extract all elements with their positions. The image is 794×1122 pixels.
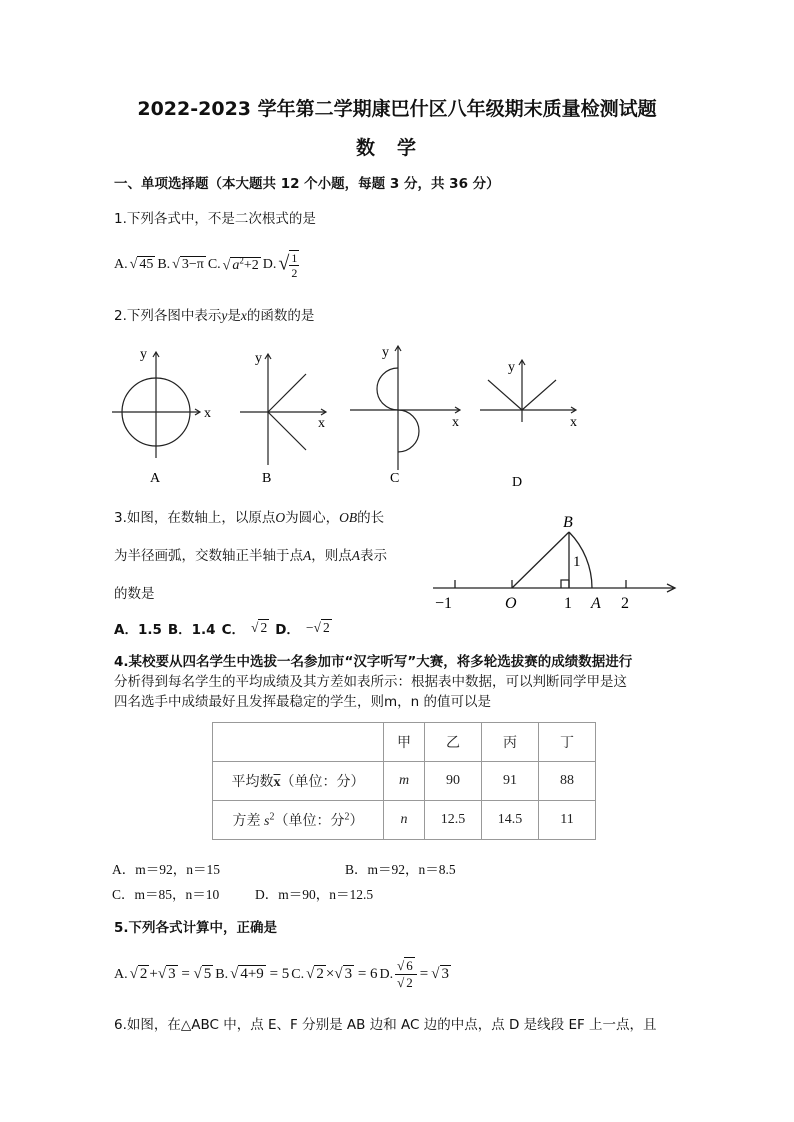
q3-figure xyxy=(425,510,685,615)
table-cell: 91 xyxy=(482,762,539,801)
graph-c-y-label: y xyxy=(382,345,389,360)
q1-label-c: C. xyxy=(207,257,221,272)
table-cell: n xyxy=(384,801,425,840)
graph-a-y-label: y xyxy=(140,347,147,362)
table-cell: 平均数$\overline{x}$（单位：分） xyxy=(213,762,384,801)
q6-stem: 6.如图，在△ABC 中，点 E、F 分别是 AB 边和 AC 边的中点，点 D 是线段 EF 上一点，且 xyxy=(114,1017,657,1033)
q5-option-a: √ 2 +√ 3 = √ 5 xyxy=(129,966,212,982)
q5-options xyxy=(114,958,451,991)
graph-b-label: B xyxy=(262,471,272,486)
table-row xyxy=(213,801,596,840)
q5-label-d: D. xyxy=(379,966,394,982)
q4-line1: 4.某校要从四名学生中选拔一名参加市“汉字听写”大赛，将多轮选拔赛的成绩数据进行 xyxy=(114,654,633,670)
q5-label-a: A. xyxy=(114,966,128,982)
table-cell: 90 xyxy=(425,762,482,801)
fig-tick-1: 1 xyxy=(564,595,572,612)
q3-line2: 为半径画弧，交数轴正半轴于点A，则点A表示 xyxy=(114,548,387,564)
q4-line2: 分析得到每名学生的平均成绩及其方差如表所示：根据表中数据，可以判断同学甲是这 xyxy=(114,674,627,690)
q5-option-b: √ 4+9 = 5 xyxy=(230,966,290,982)
section-heading: 一、单项选择题（本大题共 12 个小题，每题 3 分，共 36 分） xyxy=(114,176,500,192)
fig-tick-o: O xyxy=(505,595,517,612)
q3-option-d-radical: −√ 2 xyxy=(305,620,330,635)
table-cell: m xyxy=(384,762,425,801)
page-title: 2022-2023 学年第二学期康巴什区八年级期末质量检测试题 xyxy=(137,98,657,120)
q1-option-b-radical: √ 3−π xyxy=(172,257,204,272)
q3-option-c-label: C． xyxy=(221,622,246,638)
q5-label-b: B. xyxy=(215,966,229,982)
q5-option-d: $\frac{√ 6}{√ 2}$ = √ 3 xyxy=(397,958,449,990)
q2-stem: 2.下列各图中表示y是x的函数的是 xyxy=(114,308,315,324)
q1-label-d: D. xyxy=(262,257,277,272)
fig-tick-2: 2 xyxy=(621,595,629,612)
q3-line1: 3.如图，在数轴上，以原点O为圆心，OB的长 xyxy=(114,510,385,526)
table-cell xyxy=(213,723,384,762)
q3-option-c-radical: √ 2 xyxy=(251,620,268,635)
table-row xyxy=(213,762,596,801)
table-cell: 甲 xyxy=(384,723,425,762)
table-cell: 12.5 xyxy=(425,801,482,840)
graph-c-x-label: x xyxy=(452,415,459,430)
q1-option-a-radical: √ 45 xyxy=(129,257,154,272)
q1-stem: 1.下列各式中，不是二次根式的是 xyxy=(114,211,316,227)
q3-line3: 的数是 xyxy=(114,586,155,602)
table-cell: 14.5 xyxy=(482,801,539,840)
subject-title: 数学 xyxy=(355,137,438,159)
q3-option-d-label: D． xyxy=(275,622,300,638)
table-row xyxy=(213,723,596,762)
table-cell: 乙 xyxy=(425,723,482,762)
graph-b-y-label: y xyxy=(255,351,262,366)
graph-d-y-label: y xyxy=(508,360,515,375)
graph-a-label: A xyxy=(150,471,161,486)
fig-label-b: B xyxy=(563,514,573,531)
q1-option-c-radical: √ $a^2+2$ xyxy=(222,255,259,274)
graph-a-x-label: x xyxy=(204,406,211,421)
fig-tick-neg1: −1 xyxy=(435,595,453,612)
graph-b-x-label: x xyxy=(318,416,325,431)
table-cell: 丁 xyxy=(539,723,596,762)
q1-label-a: A. xyxy=(114,257,128,272)
graph-c-label: C xyxy=(390,471,400,486)
q5-stem: 5.下列各式计算中，正确是 xyxy=(114,920,278,936)
q4-option-b: B．m＝92，n＝8.5 xyxy=(345,862,456,877)
q5-label-c: C. xyxy=(291,966,305,982)
table-cell: 方差 $s^2$（单位：分$^2$） xyxy=(213,801,384,840)
q2-graphs xyxy=(100,340,600,500)
q3-option-b: B．1.4 xyxy=(167,622,216,638)
table-cell: 88 xyxy=(539,762,596,801)
graph-d-x-label: x xyxy=(570,415,577,430)
q1-options xyxy=(114,250,299,280)
q4-table xyxy=(212,722,596,840)
q4-option-d: D．m＝90，n＝12.5 xyxy=(255,887,374,902)
graph-d-label: D xyxy=(512,475,523,490)
graph-d xyxy=(480,360,576,422)
number-line xyxy=(433,532,675,592)
q3-options xyxy=(114,618,332,638)
graph-c xyxy=(350,346,460,470)
q4-option-c: C．m＝85，n＝10 xyxy=(112,887,220,902)
fig-tick-a: A xyxy=(591,595,601,612)
q5-option-c: √ 2 ×√ 3 = 6 xyxy=(306,966,378,982)
q4-line3: 四名选手中成绩最好且发挥最稳定的学生，则m，n 的值可以是 xyxy=(114,694,491,710)
q3-option-a: A．1.5 xyxy=(114,622,162,638)
graph-b xyxy=(240,354,326,465)
table-cell: 11 xyxy=(539,801,596,840)
q1-option-d-radical: √ $\frac{1}{2}$ xyxy=(278,251,298,280)
graph-a xyxy=(112,352,200,458)
q4-option-a: A．m＝92，n＝15 xyxy=(112,862,220,877)
q1-label-b: B. xyxy=(157,257,171,272)
fig-label-side: 1 xyxy=(573,554,581,570)
table-cell: 丙 xyxy=(482,723,539,762)
